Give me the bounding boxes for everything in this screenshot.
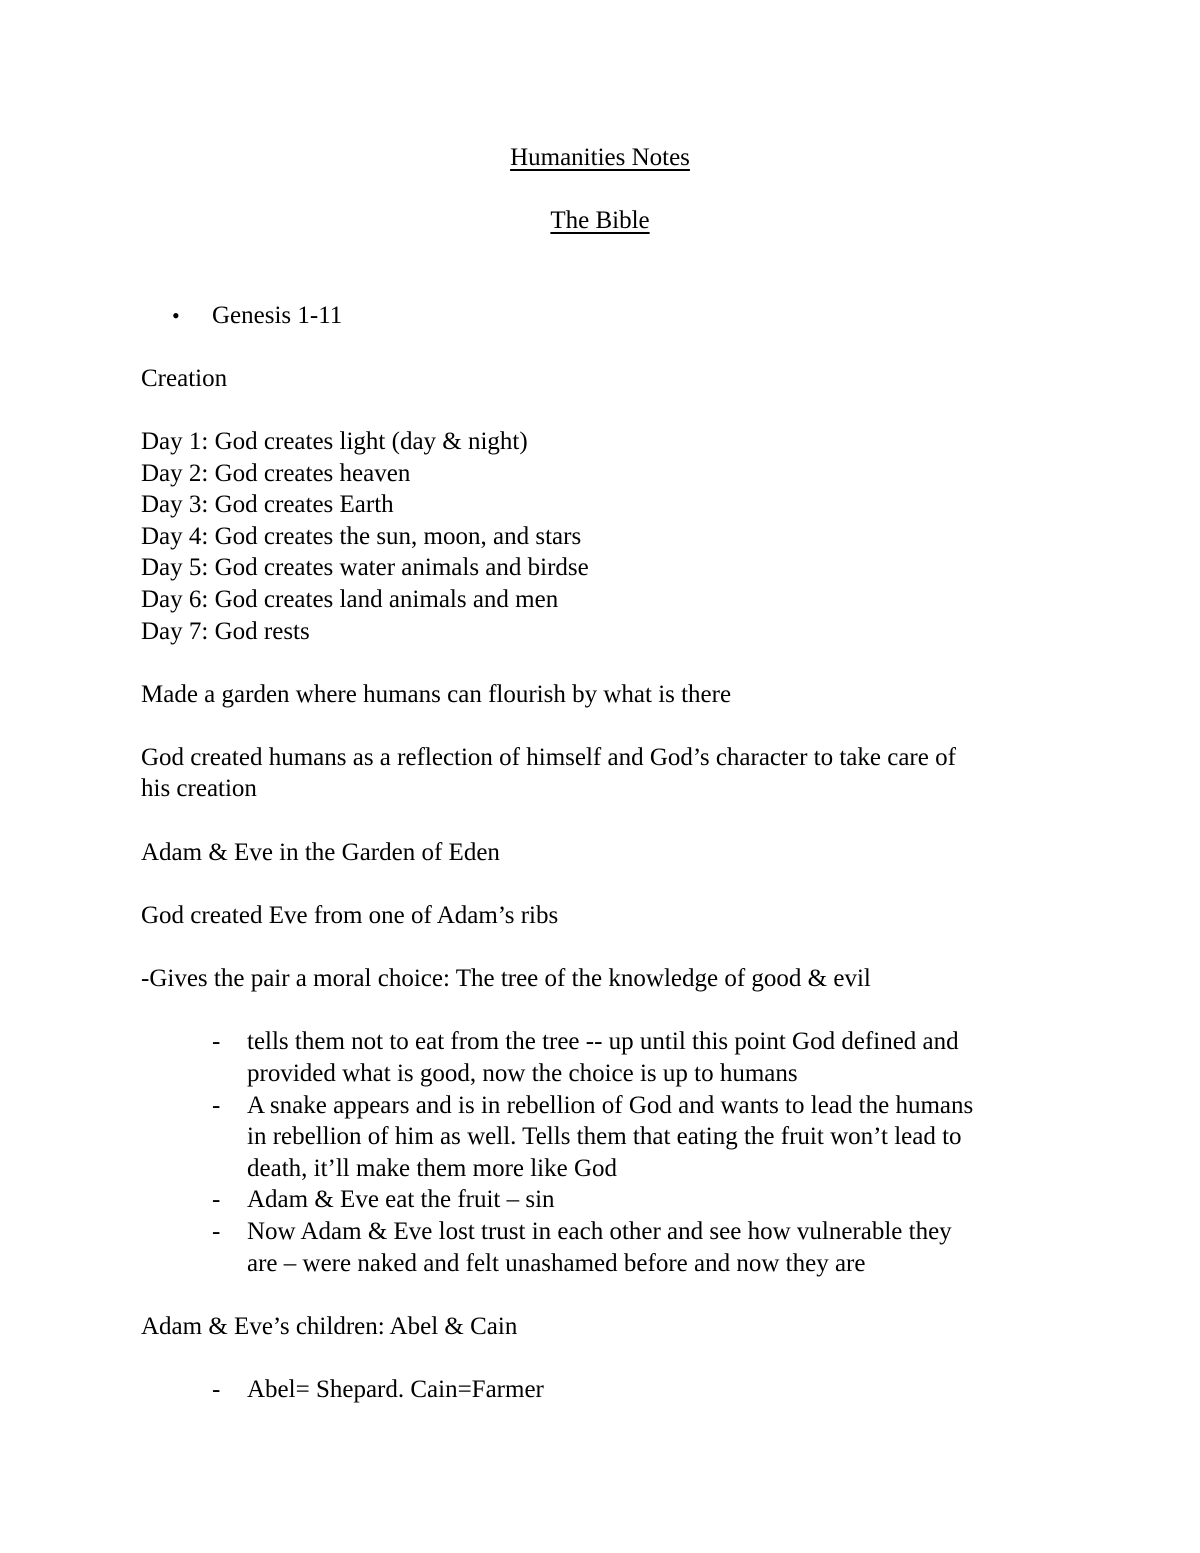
dash-item-line: in rebellion of him as well. Tells them that eating the fruit won’t lead to xyxy=(247,1123,962,1150)
dash-item-line: Adam & Eve eat the fruit – sin xyxy=(247,1186,555,1213)
bullet-item-genesis: Genesis 1-11 xyxy=(212,302,343,329)
dash-item-line: A snake appears and is in rebellion of God and wants to lead the humans xyxy=(247,1092,974,1119)
eve-paragraph: God created Eve from one of Adam’s ribs xyxy=(141,902,559,929)
dash-bullet-icon: - xyxy=(212,1092,221,1119)
bullet-icon: • xyxy=(172,303,180,328)
day-line: Day 6: God creates land animals and men xyxy=(141,586,559,613)
moral-choice-line: -Gives the pair a moral choice: The tree of the knowledge of good & evil xyxy=(141,965,871,992)
adam-eve-heading: Adam & Eve in the Garden of Eden xyxy=(141,839,500,866)
day-line: Day 7: God rests xyxy=(141,618,310,645)
day-line: Day 1: God creates light (day & night) xyxy=(141,428,528,455)
garden-paragraph: Made a garden where humans can flourish by what is there xyxy=(141,681,732,708)
humans-paragraph-line: God created humans as a reflection of himself and God’s character to take care of xyxy=(141,744,956,771)
humans-paragraph-line: his creation xyxy=(141,775,257,802)
day-line: Day 5: God creates water animals and birdse xyxy=(141,554,589,581)
children-heading: Adam & Eve’s children: Abel & Cain xyxy=(141,1313,518,1340)
day-line: Day 3: God creates Earth xyxy=(141,491,394,518)
dash-item-line: provided what is good, now the choice is up to humans xyxy=(247,1060,798,1087)
dash-bullet-icon: - xyxy=(212,1218,221,1245)
dash-bullet-icon: - xyxy=(212,1186,221,1213)
day-line: Day 2: God creates heaven xyxy=(141,460,411,487)
dash-item-line: Now Adam & Eve lost trust in each other and see how vulnerable they xyxy=(247,1218,952,1245)
dash-bullet-icon: - xyxy=(212,1376,221,1403)
day-line: Day 4: God creates the sun, moon, and stars xyxy=(141,523,582,550)
creation-heading: Creation xyxy=(141,365,228,392)
children-item-line: Abel= Shepard. Cain=Farmer xyxy=(247,1376,544,1403)
dash-item-line: tells them not to eat from the tree -- up until this point God defined and xyxy=(247,1028,959,1055)
document-title xyxy=(0,142,1200,174)
title-text: Humanities Notes xyxy=(510,144,690,171)
document-subtitle xyxy=(0,205,1200,237)
dash-item-line: death, it’ll make them more like God xyxy=(247,1155,618,1182)
dash-bullet-icon: - xyxy=(212,1028,221,1055)
subtitle-text: The Bible xyxy=(550,207,650,234)
dash-item-line: are – were naked and felt unashamed before and now they are xyxy=(247,1250,866,1277)
